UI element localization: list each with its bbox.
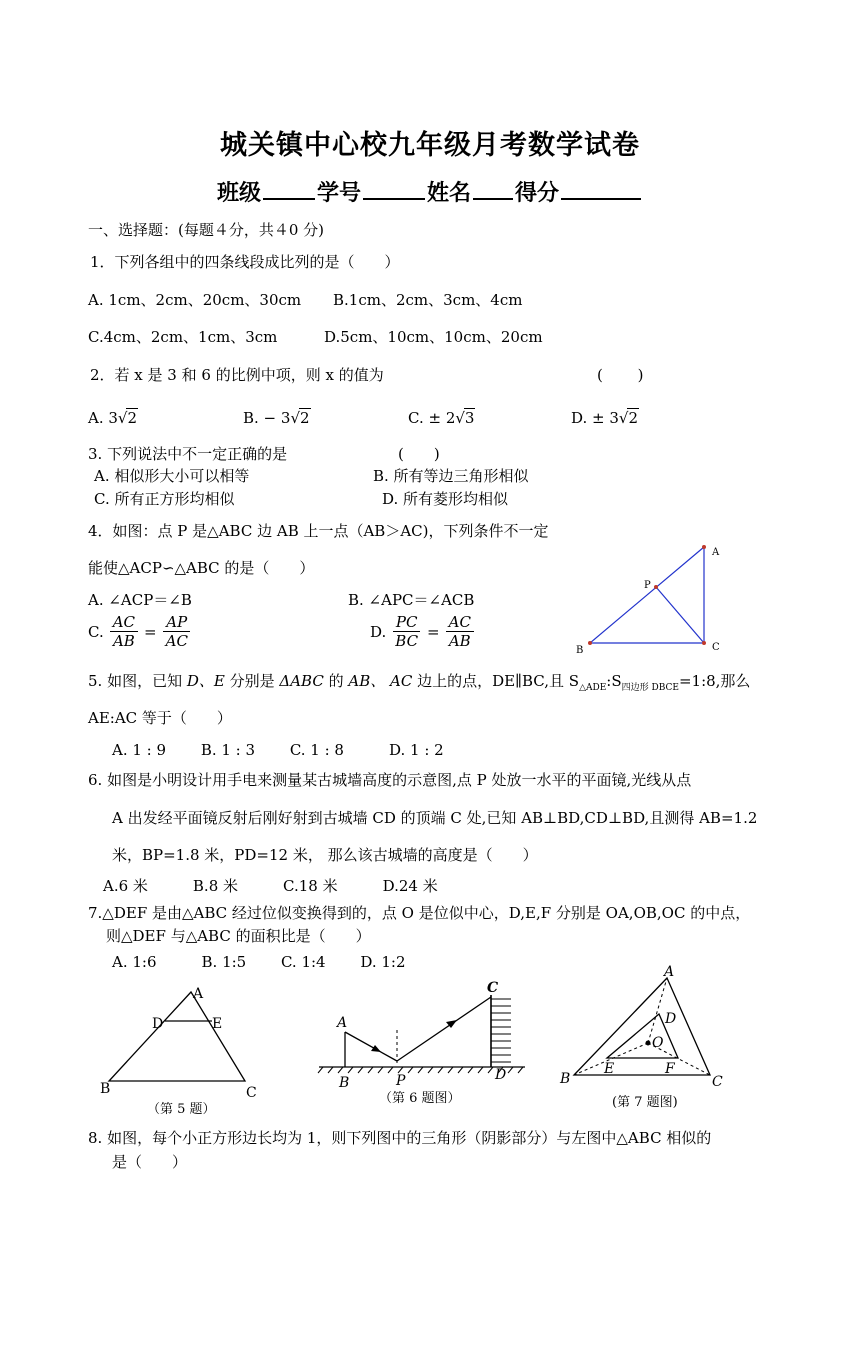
q2-c-coef: C. ± 2 <box>408 409 456 427</box>
q2-c-radicand: 3 <box>464 409 475 427</box>
q2-a-radicand: 2 <box>127 409 138 427</box>
ground-hatch <box>318 1067 523 1073</box>
point-c <box>702 641 706 645</box>
q4-option-c <box>88 613 191 650</box>
triangle-abc <box>109 992 245 1081</box>
fig6-caption: （第 6 题图） <box>379 1091 461 1106</box>
q5-text-6: =1:8,那么 <box>678 672 751 690</box>
q2-answer-paren: ( ) <box>597 366 644 384</box>
fig7-caption: (第 7 题图) <box>612 1095 678 1110</box>
q2-d-coef: D. ± 3 <box>571 409 619 427</box>
q2-a-coef: A. 3 <box>88 409 118 427</box>
label-a: A <box>193 986 204 1002</box>
number-label: 学号 <box>316 180 361 206</box>
label-a: A <box>712 547 720 558</box>
q7-stem-line1: 7.△DEF 是由△ABC 经过位似变换得到的，点 O 是位似中心，D,E,F 分别是 OA,OB,OC 的中点， <box>88 904 751 922</box>
q3-option-b: B. 所有等边三角形相似 <box>373 467 529 485</box>
section-heading: 一、选择题：(每题４分，共４0 分) <box>88 221 325 239</box>
q4-c-frac2-num: AP <box>163 613 190 632</box>
q2-option-b: B. − 3√2 <box>243 409 310 427</box>
label-b: B <box>339 1075 350 1091</box>
q4-d-frac2 <box>446 613 474 650</box>
q5-text-4: 边上的点，DE∥BC,且 S <box>412 672 580 690</box>
q6-stem-line1: 6. 如图是小明设计用手电来测量某古城墙高度的示意图,点 P 处放一水平的平面镜,光线从点 <box>88 771 692 789</box>
q3-stem: 3. 下列说法中不一定正确的是 <box>88 445 288 463</box>
label-c: C <box>487 980 499 996</box>
q3-option-c: C. 所有正方形均相似 <box>94 490 235 508</box>
point-o <box>646 1041 651 1046</box>
light-ray-reflected <box>397 997 491 1061</box>
triangle-abc <box>590 547 704 643</box>
q3-answer-paren: ( ) <box>398 445 440 463</box>
q1-option-b: B.1cm、2cm、3cm、4cm <box>333 291 523 309</box>
triangle-abc <box>574 978 710 1075</box>
q4-d-frac2-num: AC <box>446 613 474 632</box>
number-blank <box>363 197 425 200</box>
q5-options: A. 1 : 9 B. 1 : 3 C. 1 : 8 D. 1 : 2 <box>112 741 444 759</box>
q1-option-c: C.4cm、2cm、1cm、3cm <box>88 328 278 346</box>
light-ray-incoming <box>345 1032 397 1061</box>
q4-stem-line2: 能使△ACP∽△ABC 的是（ ） <box>88 559 315 577</box>
q1-stem: 1．下列各组中的四条线段成比列的是（ ） <box>90 253 400 271</box>
q4-option-b: B. ∠APC＝∠ACB <box>348 591 475 609</box>
label-p: P <box>396 1073 406 1089</box>
point-a <box>702 545 706 549</box>
label-a: A <box>337 1015 348 1031</box>
q5-sub-ade: △ADE <box>579 683 607 693</box>
q5-text-1: 5. 如图，已知 <box>88 672 187 690</box>
q8-stem-line2: 是（ ） <box>112 1153 188 1171</box>
q4-option-d <box>370 613 474 650</box>
label-d: D <box>495 1067 507 1083</box>
q6-stem-line2: A 出发经平面镜反射后刚好射到古城墙 CD 的顶端 C 处,已知 AB⊥BD,CD⊥BD,且测得 AB=1.2 <box>112 809 758 827</box>
q2-option-d: D. ± 3√2 <box>571 409 639 427</box>
q2-option-c: C. ± 2√3 <box>408 409 475 427</box>
page-title: 城关镇中心校九年级月考数学试卷 <box>220 130 640 161</box>
q4-c-frac1-num: AC <box>110 613 138 632</box>
q5-sides: AB、 AC <box>348 672 413 690</box>
label-f: F <box>665 1061 675 1077</box>
point-p <box>654 585 658 589</box>
q4-d-frac2-den: AB <box>448 632 471 650</box>
q4-d-frac1 <box>392 613 421 650</box>
fig7-homothety-figure <box>556 962 736 1112</box>
label-d: D <box>152 1016 164 1032</box>
q2-stem: 2．若 x 是 3 和 6 的比例中项，则 x 的值为 <box>90 366 384 384</box>
label-e: E <box>604 1061 615 1077</box>
q2-option-a: A. 3√2 <box>88 409 138 427</box>
segment-pc <box>656 587 704 643</box>
q5-triangle: ΔABC <box>279 672 324 690</box>
score-blank <box>561 197 641 200</box>
equals-sign: = <box>144 622 157 641</box>
name-blank <box>473 197 513 200</box>
q5-text-2: 分别是 <box>224 672 280 690</box>
label-b: B <box>100 1081 111 1097</box>
q5-text-5: :S <box>606 672 622 690</box>
name-label: 姓名 <box>427 180 472 206</box>
q2-b-coef: B. − 3 <box>243 409 291 427</box>
fig6-mirror-figure <box>315 975 535 1110</box>
label-b: B <box>560 1071 571 1087</box>
fig5-trapezoid-figure <box>95 980 275 1120</box>
q5-stem-line1 <box>88 670 750 693</box>
wall-hatch <box>491 999 511 1062</box>
q4-triangle-figure <box>570 540 730 660</box>
q4-c-frac1 <box>110 613 138 650</box>
q3-option-a: A. 相似形大小可以相等 <box>94 467 250 485</box>
class-blank <box>263 197 315 200</box>
q7-options: A. 1:6 B. 1:5 C. 1:4 D. 1:2 <box>112 953 406 971</box>
q5-points-de: D、E <box>186 672 225 690</box>
q5-text-3: 的 <box>323 672 349 690</box>
score-label: 得分 <box>515 180 560 206</box>
q4-d-frac1-num: PC <box>393 613 421 632</box>
q5-sub-dbce: 四边形 DBCE <box>621 683 679 693</box>
q4-stem-line1: 4．如图：点 P 是△ABC 边 AB 上一点（AB＞AC)，下列条件不一定 <box>88 522 549 540</box>
fig5-caption: （第 5 题） <box>147 1102 216 1117</box>
q2-b-radicand: 2 <box>300 409 310 427</box>
q1-option-a: A. 1cm、2cm、20cm、30cm <box>88 291 302 309</box>
student-info-line <box>0 176 860 207</box>
equals-sign: = <box>427 622 440 641</box>
q2-d-radicand: 2 <box>628 409 639 427</box>
point-b <box>588 641 592 645</box>
q3-option-d: D. 所有菱形均相似 <box>382 490 509 508</box>
q4-d-label: D. <box>370 622 387 641</box>
label-c: C <box>712 1074 723 1090</box>
q4-c-frac2 <box>163 613 191 650</box>
ray-arrowhead-1 <box>371 1045 381 1052</box>
q4-c-frac1-den: AB <box>112 632 135 650</box>
q1-option-d: D.5cm、10cm、10cm、20cm <box>324 328 543 346</box>
q4-c-frac2-den: AC <box>165 632 188 650</box>
label-a: A <box>664 964 675 980</box>
class-label: 班级 <box>216 180 261 206</box>
label-b: B <box>576 645 584 656</box>
label-p: P <box>644 580 651 591</box>
q4-c-label: C. <box>88 622 104 641</box>
label-o: O <box>652 1035 664 1051</box>
label-e: E <box>212 1016 223 1032</box>
label-d: D <box>665 1011 677 1027</box>
label-c: C <box>246 1085 257 1101</box>
q4-d-frac1-den: BC <box>395 632 419 650</box>
q4-option-a: A. ∠ACP＝∠B <box>88 591 192 609</box>
label-c: C <box>712 642 720 653</box>
q8-stem-line1: 8. 如图，每个小正方形边长均为 1，则下列图中的三角形（阴影部分）与左图中△ABC 相似的 <box>88 1129 712 1147</box>
q6-stem-line3: 米，BP=1.8 米，PD=12 米， 那么该古城墙的高度是（ ） <box>112 846 538 864</box>
q6-options: A.6 米 B.8 米 C.18 米 D.24 米 <box>103 877 438 895</box>
q7-stem-line2: 则△DEF 与△ABC 的面积比是（ ） <box>106 927 371 945</box>
q5-stem-line2: AE:AC 等于（ ） <box>88 709 232 727</box>
